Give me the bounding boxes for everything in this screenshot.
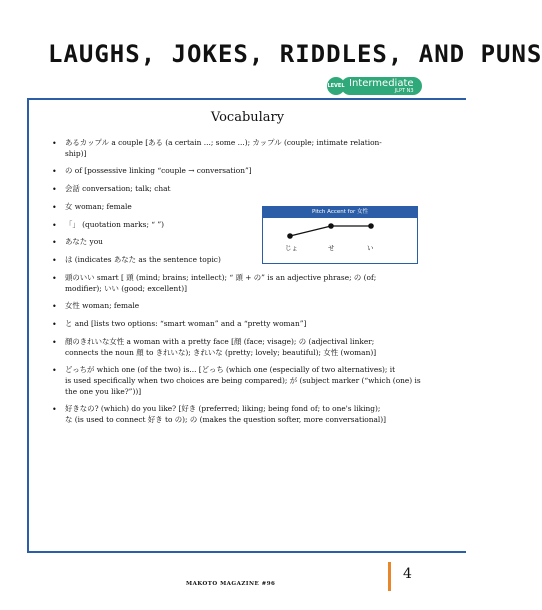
vocab-item: • 女性 woman; female <box>49 301 434 312</box>
page-title: LAUGHS, JOKES, RIDDLES, AND PUNS <box>48 40 542 68</box>
magazine-name: MAKOTO MAGAZINE #96 <box>186 581 276 587</box>
vocab-item: • 会話 conversation; talk; chat <box>49 184 434 195</box>
vocab-item: • と and [lists two options: “smart woman” and a “pretty woman”] <box>49 319 434 330</box>
level-circle: LEVEL <box>327 77 345 95</box>
section-heading: Vocabulary <box>210 110 285 125</box>
vocab-item: • は (indicates あなた as the sentence topic) <box>49 255 434 266</box>
level-sublabel: JLPT N3 <box>394 87 414 94</box>
vocab-item: • 「」 (quotation marks; “ ”) <box>49 220 434 231</box>
pitch-kana: せ <box>328 244 335 252</box>
footer-divider <box>388 562 391 591</box>
pitch-accent-box <box>262 206 418 264</box>
vocab-list <box>49 138 434 433</box>
pitch-kana: じょ <box>285 244 298 252</box>
vocab-item: • 女 woman; female <box>49 202 434 213</box>
page-number: 4 <box>403 566 412 582</box>
level-label: Intermediate <box>349 77 414 89</box>
level-badge <box>327 76 422 96</box>
vocab-item: • あなた you <box>49 237 434 248</box>
pitch-dot <box>328 223 334 229</box>
vocab-item: • 顔のきれいな女性 a woman with a pretty face [顔 (face; visage); の (adjectival linker; connects the noun 顔 to きれいな); きれいな (pretty; lovely; beautiful); 女性 (woman)] <box>49 337 434 358</box>
pitch-accent-graph <box>263 218 417 263</box>
pitch-kana: い <box>367 244 374 252</box>
vocabulary-panel <box>27 98 466 553</box>
vocab-item: • あるカップル a couple [ある (a certain ...; some ...); カップル (couple; intimate relation- ship)] <box>49 138 434 159</box>
pitch-accent-title: Pitch Accent for 女性 <box>263 207 417 218</box>
vocab-item: • どっちが which one (of the two) is... [どっち (which one (especially of two alternatives); it is used specifically when two choices are being compared); が (subject marker (“which (one) is the one you like?”))] <box>49 365 434 397</box>
pitch-dot <box>287 233 293 239</box>
level-pill <box>341 77 422 95</box>
vocab-item: • 頭のいい smart [ 頭 (mind; brains; intellect); “ 頭 + の” is an adjective phrase; の (of; modifier); いい (good; excellent)] <box>49 273 434 294</box>
pitch-dot <box>368 223 374 229</box>
vocab-item: • の of [possessive linking “couple → conversation”] <box>49 166 434 177</box>
vocab-item: • 好きなの? (which) do you like? [好き (preferred; liking; being fond of; to one's liking); な (is used to connect 好き to の); の (makes the question softer, more conversational)] <box>49 404 434 425</box>
